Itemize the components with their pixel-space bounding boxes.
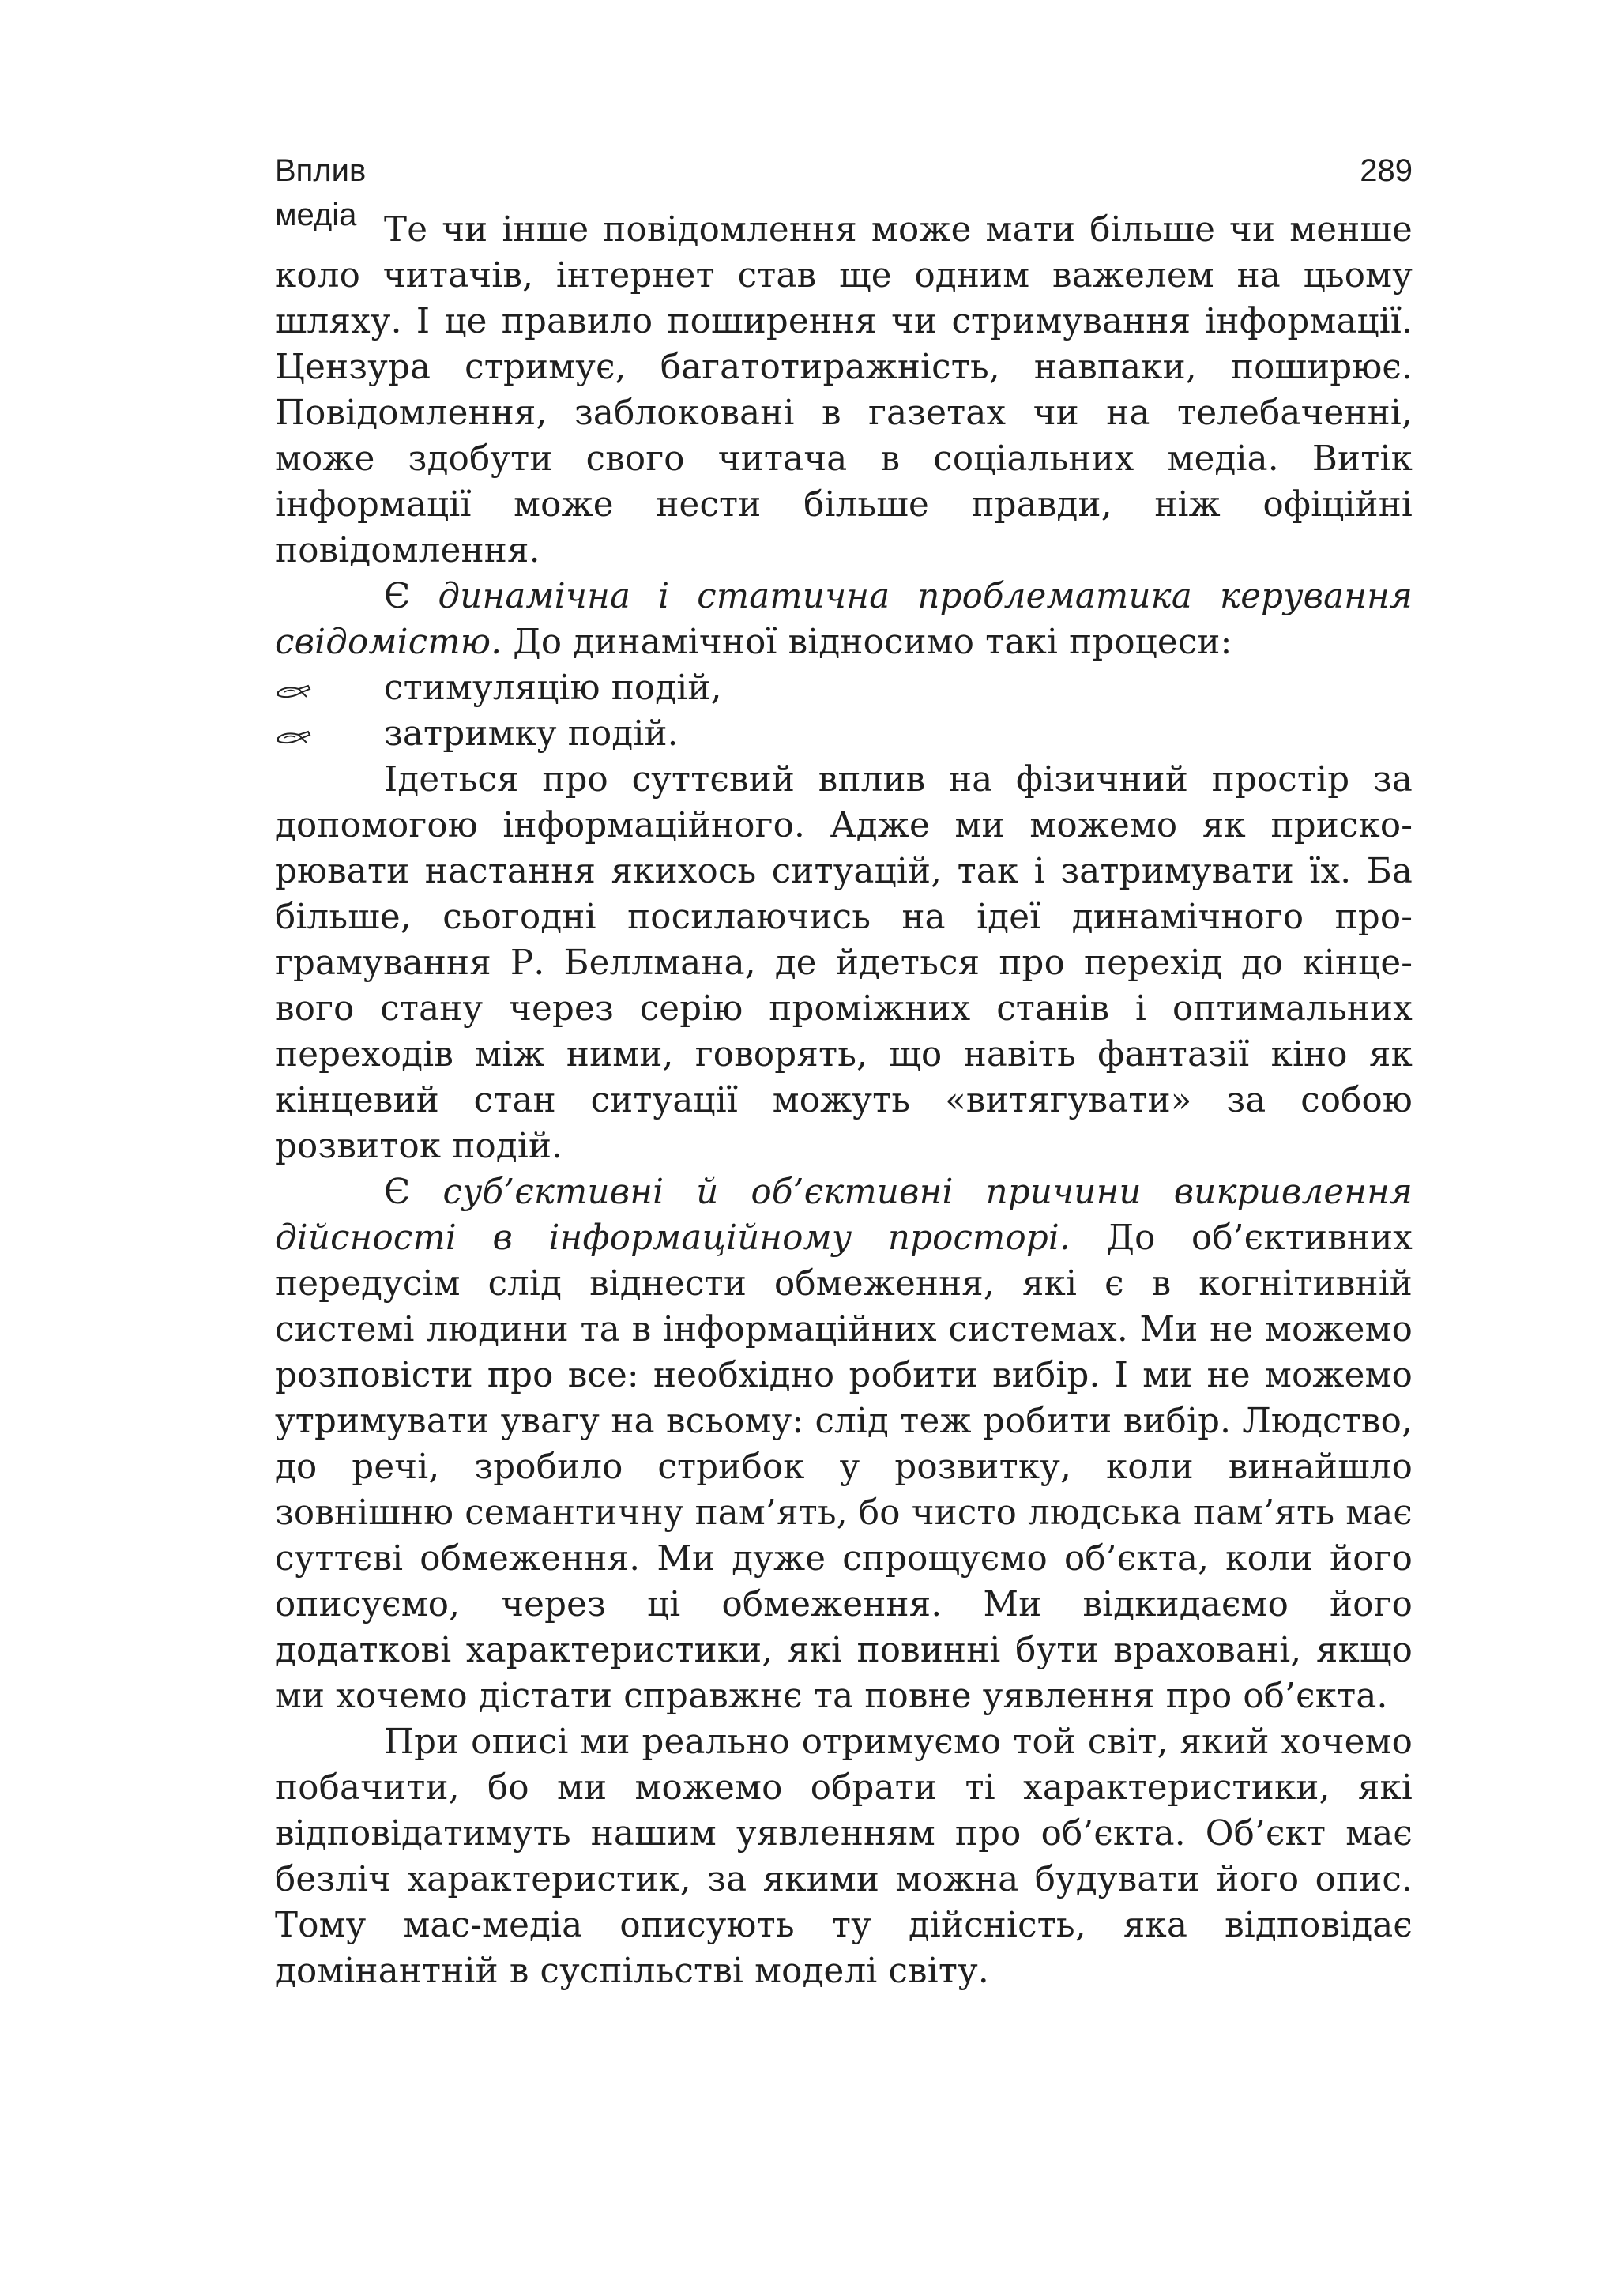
paragraph-3: Ідеться про суттєвий вплив на фізичний простір за допомогою інформаційного. Адже ми можемо як прискорювати настання якихось ситуацій, так і затримувати їх. Ба більше, сьогодні посилаючись на ідеї динамічного програмування Р. Беллмана, де йдеться про перехід до кінцевого стану через серію проміжних станів і оптимальних переходів між ними, говорять, що навіть фантазії кіно як кінцевий стан ситуації можуть «витягувати» за собою розвиток подій. bbox=[275, 760, 1413, 1166]
writing-hand-icon bbox=[275, 665, 314, 711]
page-number: 289 bbox=[1360, 153, 1413, 188]
paragraph-2-lead: Є bbox=[384, 577, 438, 616]
paragraph-2 bbox=[275, 574, 1413, 665]
book-page: Вплив медіа 289 Те чи інше повідомлення може мати більше чи менше коло читачів, інтернет став ще одним важелем на цьому шляху. І це правило поширення чи стримування інформації. Цензура стримує, багатотиражність, навпаки, поширює. Повідомлення, заблоковані в газетах чи на телебаченні, може здобути свого читача в соціальних медіа. Витік інформації може нести більше правди, ніж офіційні повідомлення. Є динамічна і статична проблематика керування свідомістю. До динамічної відносимо такі процеси: стимуляцію подій, затримку подій. Ідеться про суттєвий вплив на фізичний простір за допомогою інформаційного. Адже ми можемо як прискорювати настання якихось ситуацій, так і затримувати їх. Ба більше, сьогодні посилаючись на ідеї динамічного програмування Р. Беллмана, де йдеться про перехід до кінцевого стану через серію проміжних станів і оптимальних переходів між ними, говорять, що навіть фантазії кіно як кінцевий стан ситуації можуть «витягувати» за собою розвиток подій. Є суб’єктивні й об’єктивні причини викривлення дійсності в інформаційному просторі. До об’єктивних передусім слід віднести обмеження, які є в когнітивній системі людини та в інформаційних системах. Ми не можемо розповісти про все: необхідно робити вибір. І ми не можемо утримувати увагу на всьому: слід теж робити вибір. Людство, до речі, зробило стрибок у розвитку, коли винайшло зовнішню семантичну пам’ять, бо чисто людська пам’ять має суттєві обмеження. Ми дуже спрощуємо об’єкта, коли його описуємо, через ці обмеження. Ми відкидаємо його додаткові характеристики, які повинні бути враховані, якщо ми хочемо дістати справжнє та повне уявлення про об’єкта. При описі ми реально отримуємо той світ, який хочемо побачити, бо ми можемо обрати ті характеристики, які відповідатимуть нашим уявленням про об’єкта. Об’єкт має безліч характеристик, за якими можна будувати його опис. Тому мас-медіа описують ту дійсність, яка відповідає домінантній в суспільстві моделі світу. bbox=[0, 0, 1618, 2296]
body-text bbox=[275, 207, 1413, 1994]
paragraph-2-italic: динамічна і статична проблематика керування свідомістю. bbox=[275, 577, 1413, 662]
list-item bbox=[275, 665, 1413, 711]
list-item-text: затримку подій. bbox=[384, 714, 679, 754]
paragraph-4-lead: Є bbox=[384, 1172, 443, 1212]
paragraph-2-rest: До динамічної відносимо такі процеси: bbox=[502, 623, 1232, 662]
paragraph-1: Те чи інше повідомлення може мати більше чи менше коло читачів, інтернет став ще одним важелем на цьому шляху. І це правило поширення чи стримування інформації. Цензура стримує, багатотиражність, навпаки, поширює. Повідомлення, заблоковані в газетах чи на телебаченні, може здобути свого читача в соціальних медіа. Витік інформації може нести більше правди, ніж офіційні повідомлення. bbox=[275, 210, 1413, 570]
paragraph-5: При описі ми реально отримуємо той світ, який хочемо побачити, бо ми можемо обрати ті характеристики, які відповідатимуть нашим уявленням про об’єкта. Об’єкт має безліч характеристик, за якими можна будувати його опис. Тому мас-медіа описують ту дійсність, яка відповідає домінантній в суспільстві моделі світу. bbox=[275, 1722, 1413, 1991]
paragraph-4-italic: суб’єктивні й об’єктивні причини викривлення дійсності в інформаційному просторі. bbox=[275, 1172, 1413, 1258]
list-item-text: стимуляцію подій, bbox=[384, 668, 722, 708]
list-item bbox=[275, 711, 1413, 757]
paragraph-4-rest: До об’єктивних передусім слід віднести обмеження, які є в когнітивній системі людини та в інформаційних системах. Ми не можемо розповісти про все: необхідно робити вибір. І ми не можемо утримувати увагу на всьому: слід теж робити вибір. Людство, до речі, зробило стрибок у розвитку, коли винайшло зовнішню семантичну пам’ять, бо чисто людська пам’ять має суттєві обмеження. Ми дуже спрощуємо об’єкта, коли його описуємо, через ці обмеження. Ми відкидаємо його додаткові характеристики, які повинні бути враховані, якщо ми хочемо дістати справжнє та повне уявлення про об’єкта. bbox=[275, 1218, 1413, 1716]
bullet-list bbox=[275, 665, 1413, 757]
paragraph-4 bbox=[275, 1169, 1413, 1719]
writing-hand-icon bbox=[275, 711, 314, 757]
